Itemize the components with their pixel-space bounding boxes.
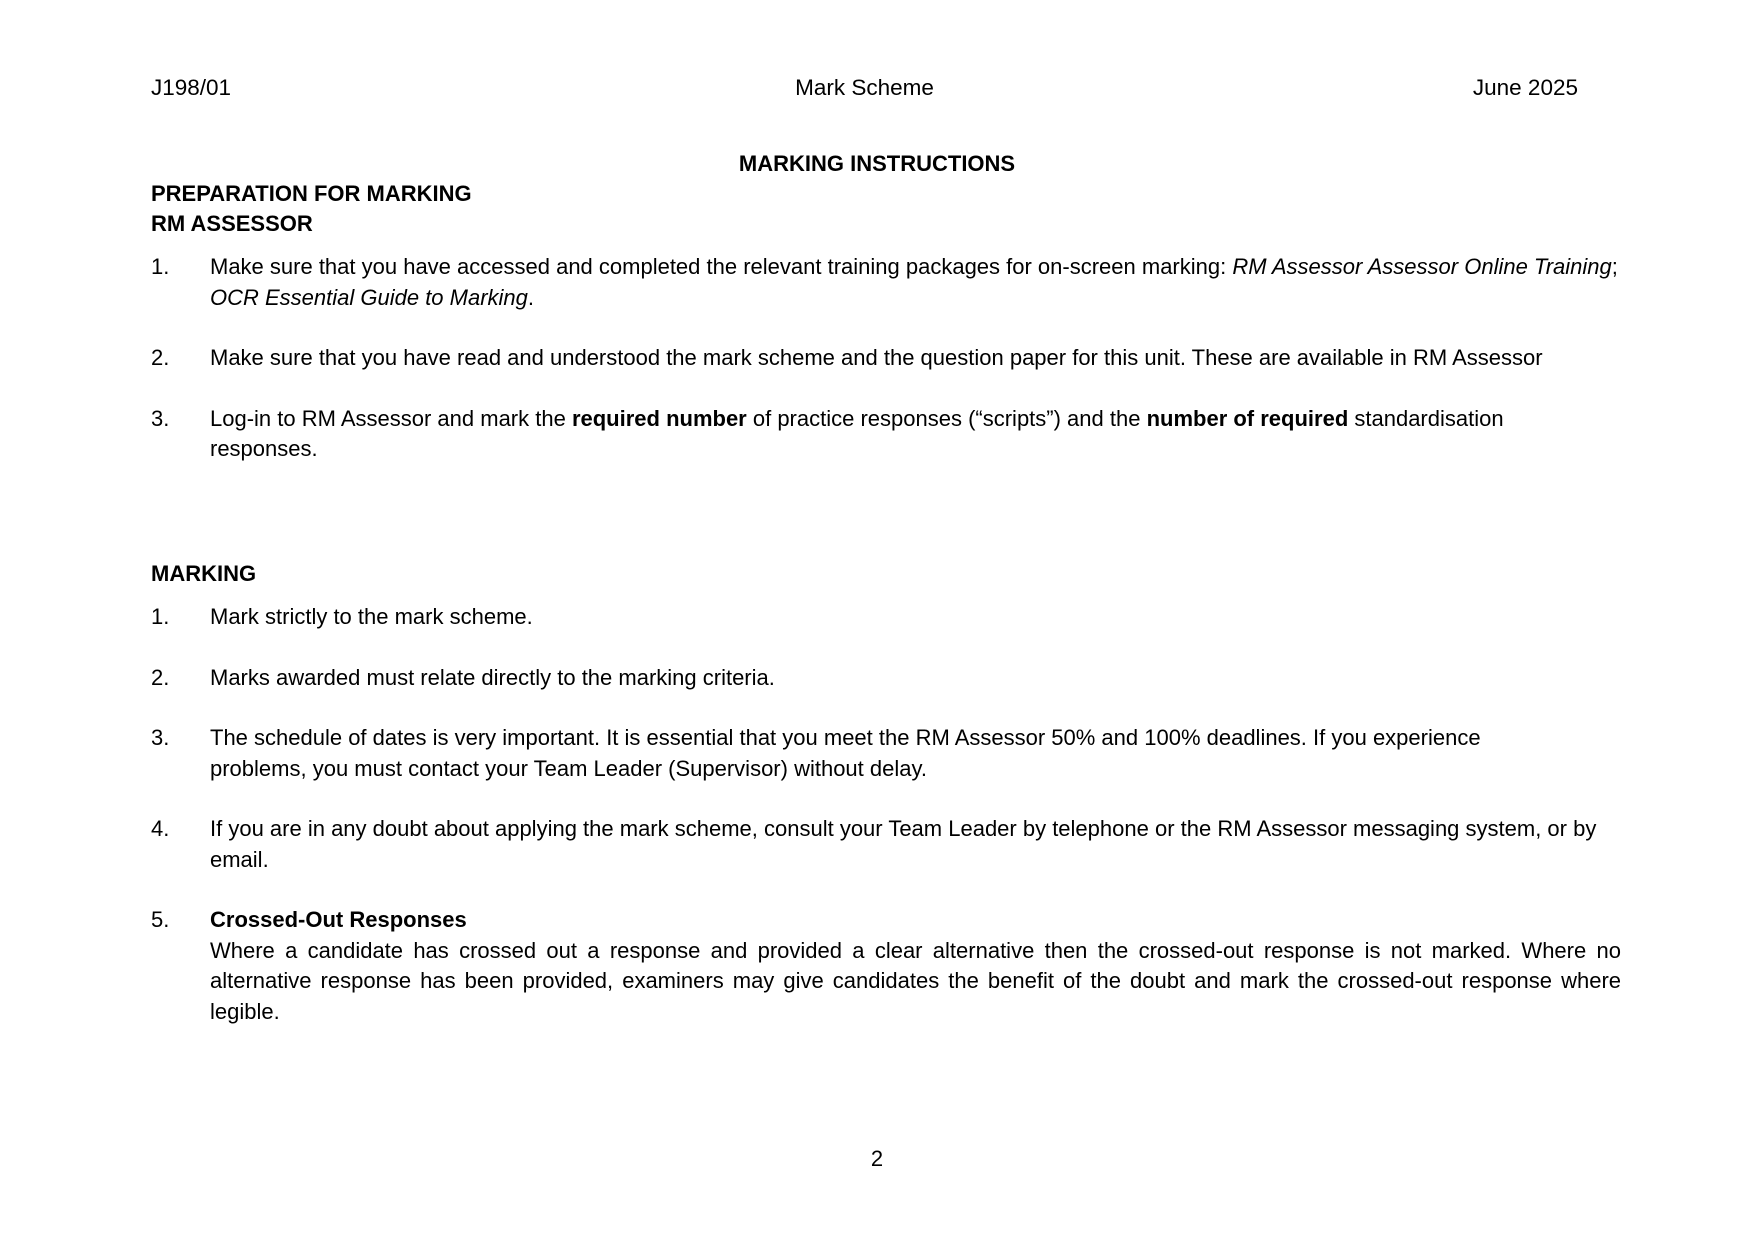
item-bold-part: number of required — [1146, 405, 1349, 431]
page-number: 2 — [870, 1146, 884, 1171]
item-text-part: of practice responses (“scripts”) and the — [746, 405, 1147, 431]
list-item — [151, 404, 1621, 465]
item-text-part: ; — [1611, 254, 1618, 279]
training-title: RM Assessor Assessor Online Training — [1232, 254, 1612, 279]
item-text: Make sure that you have read and understood the mark scheme and the question paper for this unit. These are available in RM Assessor — [210, 345, 1543, 370]
item-number: 2. — [151, 345, 170, 370]
marking-heading: MARKING — [151, 561, 257, 586]
item-text-part: Make sure that you have accessed and completed the relevant training packages for on-screen marking: — [210, 254, 1233, 279]
list-item — [151, 814, 1621, 875]
page-header — [151, 73, 1578, 105]
item-number: 1. — [151, 254, 170, 279]
list-item — [151, 723, 1621, 784]
list-item — [151, 343, 1621, 374]
paper-code: J198/01 — [151, 75, 232, 100]
item-text — [210, 905, 1621, 1027]
item-number: 3. — [151, 405, 170, 431]
preparation-list — [151, 252, 1621, 465]
list-item — [151, 602, 1621, 633]
list-item — [151, 905, 1621, 1027]
item-number: 3. — [151, 725, 170, 750]
page-title: MARKING INSTRUCTIONS — [738, 151, 1016, 176]
item-number: 4. — [151, 816, 170, 841]
item-text: Mark strictly to the mark scheme. — [210, 604, 533, 629]
rm-assessor-subheading: RM ASSESSOR — [151, 211, 313, 236]
item-text-part: . — [527, 284, 535, 310]
document-type: Mark Scheme — [795, 75, 934, 100]
item-text: The schedule of dates is very important. It is essential that you meet the RM Assessor 50% and 100% deadlines. If you experience problems, you must contact your Team Leader (Supervisor) without delay. — [210, 725, 1481, 781]
item-text-part: standardisation responses. — [210, 405, 1504, 461]
list-item — [151, 663, 1621, 694]
preparation-heading: PREPARATION FOR MARKING — [151, 181, 472, 206]
item-bold-part: required number — [571, 405, 747, 431]
marking-list — [151, 602, 1621, 1027]
item-text — [210, 252, 1621, 313]
item-text — [210, 404, 1621, 465]
item-number: 1. — [151, 604, 170, 629]
item-number: 2. — [151, 664, 170, 690]
item-text: If you are in any doubt about applying the mark scheme, consult your Team Leader by telephone or the RM Assessor messaging system, or by email. — [210, 816, 1597, 872]
guide-title: OCR Essential Guide to Marking — [210, 284, 528, 310]
item-number: 5. — [151, 907, 170, 932]
item-text-part: Log-in to RM Assessor and mark the — [210, 405, 572, 431]
item-text: Marks awarded must relate directly to the marking criteria. — [210, 664, 775, 690]
session-date: June 2025 — [1472, 75, 1578, 100]
item-body: Where a candidate has crossed out a response and provided a clear alternative then the crossed-out response is not marked. Where no alternative response has been provided, examiners may give candidates the benefit of the doubt and mark the crossed-out response where legible. — [210, 937, 1621, 1024]
list-item — [151, 252, 1621, 313]
item-title: Crossed-Out Responses — [210, 907, 467, 932]
